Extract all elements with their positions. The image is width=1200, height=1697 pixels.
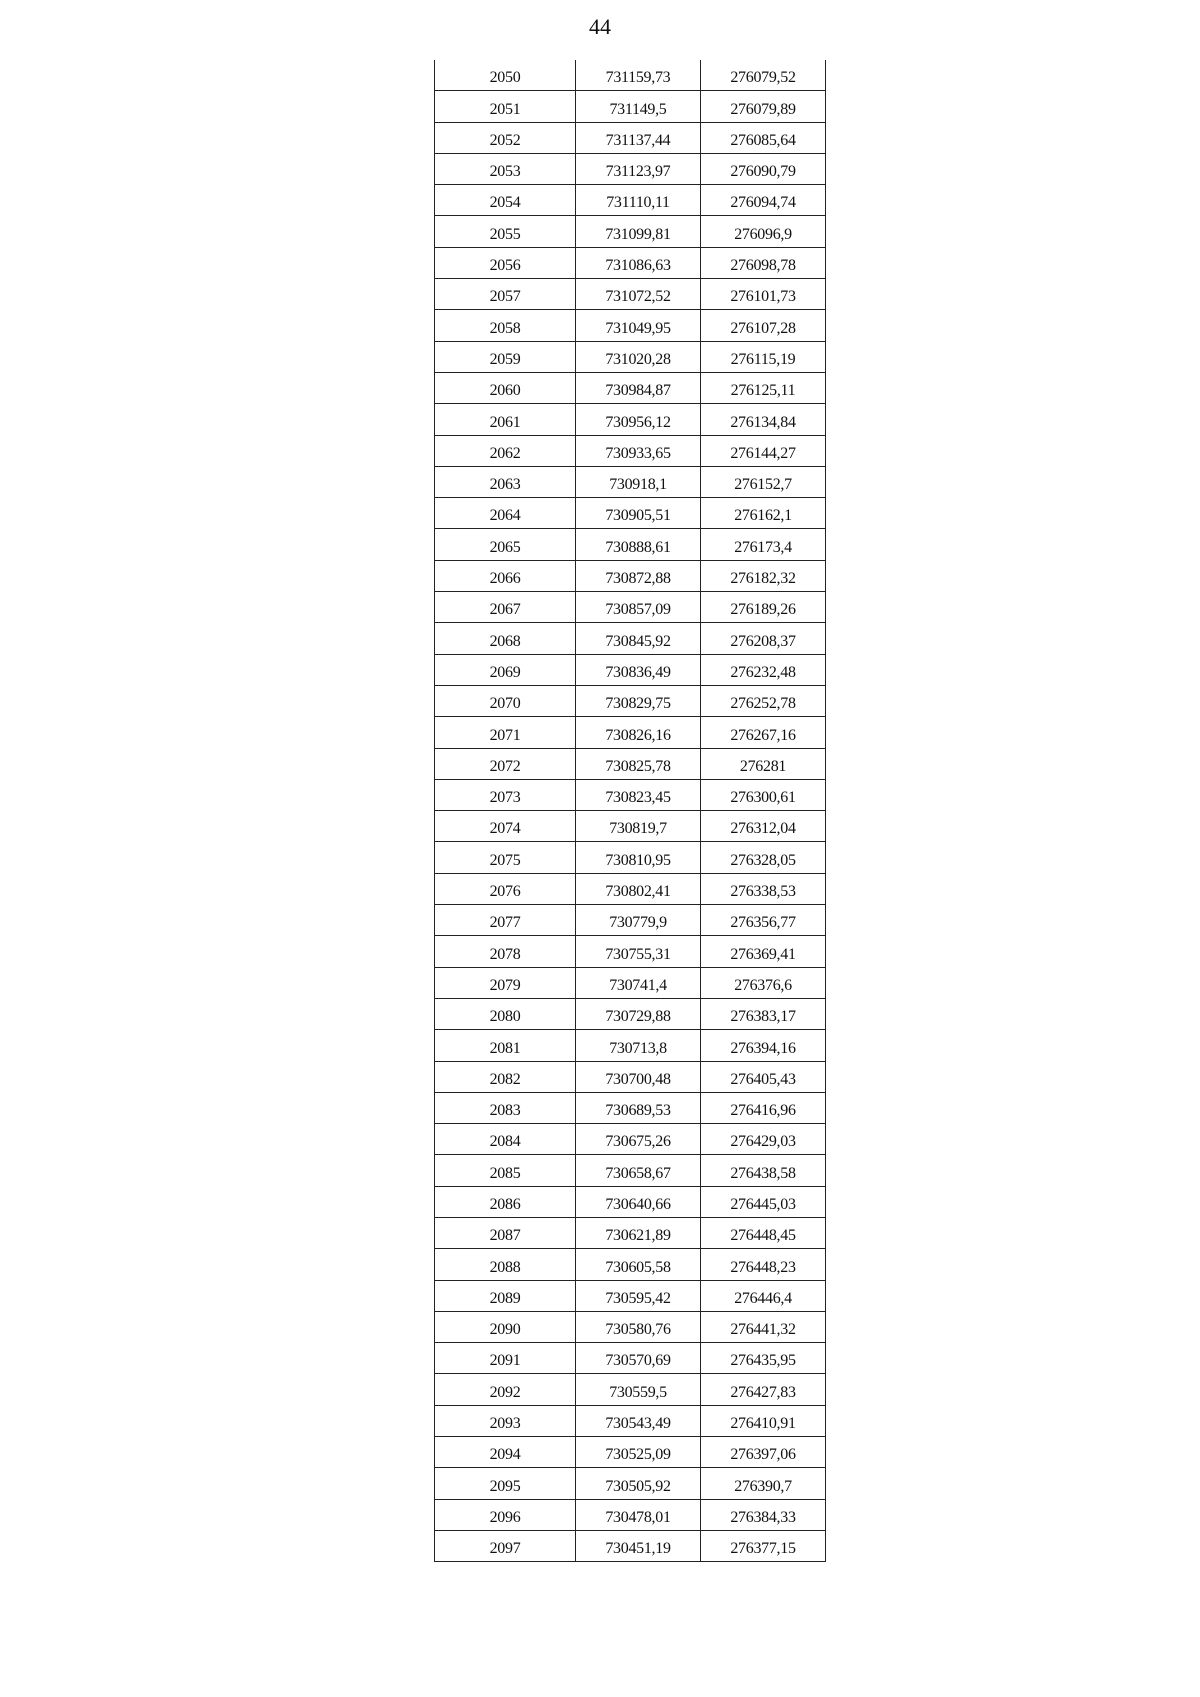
y-coordinate-cell: 276094,74	[701, 185, 826, 216]
point-number-cell: 2060	[435, 372, 576, 403]
point-number-cell: 2065	[435, 529, 576, 560]
table-row	[435, 435, 826, 466]
table-row	[435, 153, 826, 184]
table-row	[435, 748, 826, 779]
y-coordinate-cell: 276383,17	[701, 998, 826, 1029]
y-coordinate-cell: 276101,73	[701, 279, 826, 310]
point-number-cell: 2061	[435, 404, 576, 435]
y-coordinate-cell: 276208,37	[701, 623, 826, 654]
x-coordinate-cell: 730729,88	[576, 998, 701, 1029]
y-coordinate-cell: 276376,6	[701, 967, 826, 998]
table-row	[435, 279, 826, 310]
x-coordinate-cell: 730559,5	[576, 1374, 701, 1405]
y-coordinate-cell: 276369,41	[701, 936, 826, 967]
point-number-cell: 2079	[435, 967, 576, 998]
y-coordinate-cell: 276445,03	[701, 1186, 826, 1217]
x-coordinate-cell: 730825,78	[576, 748, 701, 779]
table-row	[435, 1530, 826, 1561]
x-coordinate-cell: 730857,09	[576, 592, 701, 623]
table-row	[435, 967, 826, 998]
table-row	[435, 779, 826, 810]
table-row	[435, 1030, 826, 1061]
y-coordinate-cell: 276152,7	[701, 466, 826, 497]
point-number-cell: 2052	[435, 122, 576, 153]
y-coordinate-cell: 276300,61	[701, 779, 826, 810]
x-coordinate-cell: 731049,95	[576, 310, 701, 341]
point-number-cell: 2064	[435, 498, 576, 529]
x-coordinate-cell: 730621,89	[576, 1217, 701, 1248]
x-coordinate-cell: 731159,73	[576, 60, 701, 91]
x-coordinate-cell: 730713,8	[576, 1030, 701, 1061]
table-row	[435, 404, 826, 435]
y-coordinate-cell: 276328,05	[701, 842, 826, 873]
point-number-cell: 2083	[435, 1092, 576, 1123]
y-coordinate-cell: 276441,32	[701, 1311, 826, 1342]
x-coordinate-cell: 730933,65	[576, 435, 701, 466]
table-row	[435, 717, 826, 748]
y-coordinate-cell: 276134,84	[701, 404, 826, 435]
y-coordinate-cell: 276448,45	[701, 1217, 826, 1248]
point-number-cell: 2094	[435, 1437, 576, 1468]
x-coordinate-cell: 731086,63	[576, 247, 701, 278]
y-coordinate-cell: 276397,06	[701, 1437, 826, 1468]
point-number-cell: 2076	[435, 873, 576, 904]
x-coordinate-cell: 730700,48	[576, 1061, 701, 1092]
table-row	[435, 529, 826, 560]
x-coordinate-cell: 731123,97	[576, 153, 701, 184]
y-coordinate-cell: 276438,58	[701, 1155, 826, 1186]
y-coordinate-cell: 276416,96	[701, 1092, 826, 1123]
x-coordinate-cell: 730605,58	[576, 1249, 701, 1280]
point-number-cell: 2089	[435, 1280, 576, 1311]
table-row	[435, 1468, 826, 1499]
table-row	[435, 905, 826, 936]
table-row	[435, 341, 826, 372]
point-number-cell: 2072	[435, 748, 576, 779]
y-coordinate-cell: 276356,77	[701, 905, 826, 936]
table-row	[435, 1061, 826, 1092]
y-coordinate-cell: 276079,52	[701, 60, 826, 91]
point-number-cell: 2092	[435, 1374, 576, 1405]
x-coordinate-cell: 730829,75	[576, 685, 701, 716]
point-number-cell: 2063	[435, 466, 576, 497]
point-number-cell: 2071	[435, 717, 576, 748]
point-number-cell: 2080	[435, 998, 576, 1029]
x-coordinate-cell: 731137,44	[576, 122, 701, 153]
point-number-cell: 2087	[435, 1217, 576, 1248]
y-coordinate-cell: 276394,16	[701, 1030, 826, 1061]
y-coordinate-cell: 276144,27	[701, 435, 826, 466]
table-row	[435, 1343, 826, 1374]
point-number-cell: 2084	[435, 1124, 576, 1155]
y-coordinate-cell: 276446,4	[701, 1280, 826, 1311]
point-number-cell: 2053	[435, 153, 576, 184]
point-number-cell: 2090	[435, 1311, 576, 1342]
table-row	[435, 122, 826, 153]
point-number-cell: 2081	[435, 1030, 576, 1061]
x-coordinate-cell: 731149,5	[576, 91, 701, 122]
table-row	[435, 1280, 826, 1311]
y-coordinate-cell: 276182,32	[701, 560, 826, 591]
table-row	[435, 1374, 826, 1405]
x-coordinate-cell: 730580,76	[576, 1311, 701, 1342]
y-coordinate-cell: 276429,03	[701, 1124, 826, 1155]
table-row	[435, 466, 826, 497]
x-coordinate-cell: 730755,31	[576, 936, 701, 967]
table-row	[435, 1155, 826, 1186]
x-coordinate-cell: 730525,09	[576, 1437, 701, 1468]
point-number-cell: 2075	[435, 842, 576, 873]
point-number-cell: 2086	[435, 1186, 576, 1217]
x-coordinate-cell: 730810,95	[576, 842, 701, 873]
table-row	[435, 498, 826, 529]
y-coordinate-cell: 276098,78	[701, 247, 826, 278]
point-number-cell: 2078	[435, 936, 576, 967]
y-coordinate-cell: 276252,78	[701, 685, 826, 716]
point-number-cell: 2093	[435, 1405, 576, 1436]
point-number-cell: 2059	[435, 341, 576, 372]
x-coordinate-cell: 730872,88	[576, 560, 701, 591]
y-coordinate-cell: 276173,4	[701, 529, 826, 560]
y-coordinate-cell: 276427,83	[701, 1374, 826, 1405]
point-number-cell: 2068	[435, 623, 576, 654]
table-row	[435, 623, 826, 654]
point-number-cell: 2066	[435, 560, 576, 591]
x-coordinate-cell: 730956,12	[576, 404, 701, 435]
y-coordinate-cell: 276096,9	[701, 216, 826, 247]
y-coordinate-cell: 276390,7	[701, 1468, 826, 1499]
point-number-cell: 2070	[435, 685, 576, 716]
point-number-cell: 2056	[435, 247, 576, 278]
table-row	[435, 1092, 826, 1123]
x-coordinate-cell: 731099,81	[576, 216, 701, 247]
y-coordinate-cell: 276085,64	[701, 122, 826, 153]
table-row	[435, 1437, 826, 1468]
table-row	[435, 873, 826, 904]
x-coordinate-cell: 730802,41	[576, 873, 701, 904]
y-coordinate-cell: 276090,79	[701, 153, 826, 184]
point-number-cell: 2082	[435, 1061, 576, 1092]
y-coordinate-cell: 276448,23	[701, 1249, 826, 1280]
point-number-cell: 2051	[435, 91, 576, 122]
y-coordinate-cell: 276115,19	[701, 341, 826, 372]
table-row	[435, 936, 826, 967]
x-coordinate-cell: 730918,1	[576, 466, 701, 497]
x-coordinate-cell: 730640,66	[576, 1186, 701, 1217]
table-row	[435, 1217, 826, 1248]
x-coordinate-cell: 730905,51	[576, 498, 701, 529]
point-number-cell: 2091	[435, 1343, 576, 1374]
point-number-cell: 2085	[435, 1155, 576, 1186]
page-number: 44	[589, 14, 611, 39]
x-coordinate-cell: 730595,42	[576, 1280, 701, 1311]
y-coordinate-cell: 276079,89	[701, 91, 826, 122]
y-coordinate-cell: 276435,95	[701, 1343, 826, 1374]
table-row	[435, 372, 826, 403]
point-number-cell: 2050	[435, 60, 576, 91]
x-coordinate-cell: 730888,61	[576, 529, 701, 560]
coordinates-table	[434, 60, 826, 1562]
y-coordinate-cell: 276410,91	[701, 1405, 826, 1436]
x-coordinate-cell: 730819,7	[576, 811, 701, 842]
x-coordinate-cell: 730823,45	[576, 779, 701, 810]
y-coordinate-cell: 276107,28	[701, 310, 826, 341]
table-row	[435, 654, 826, 685]
point-number-cell: 2074	[435, 811, 576, 842]
point-number-cell: 2088	[435, 1249, 576, 1280]
y-coordinate-cell: 276384,33	[701, 1499, 826, 1530]
table-row	[435, 842, 826, 873]
x-coordinate-cell: 730675,26	[576, 1124, 701, 1155]
table-row	[435, 91, 826, 122]
y-coordinate-cell: 276189,26	[701, 592, 826, 623]
point-number-cell: 2058	[435, 310, 576, 341]
point-number-cell: 2057	[435, 279, 576, 310]
table-row	[435, 1186, 826, 1217]
table-row	[435, 216, 826, 247]
table-row	[435, 1311, 826, 1342]
point-number-cell: 2069	[435, 654, 576, 685]
y-coordinate-cell: 276125,11	[701, 372, 826, 403]
y-coordinate-cell: 276232,48	[701, 654, 826, 685]
x-coordinate-cell: 730658,67	[576, 1155, 701, 1186]
y-coordinate-cell: 276312,04	[701, 811, 826, 842]
x-coordinate-cell: 730543,49	[576, 1405, 701, 1436]
table-row	[435, 310, 826, 341]
x-coordinate-cell: 731020,28	[576, 341, 701, 372]
table-row	[435, 685, 826, 716]
x-coordinate-cell: 730845,92	[576, 623, 701, 654]
table-row	[435, 592, 826, 623]
x-coordinate-cell: 730984,87	[576, 372, 701, 403]
table-row	[435, 185, 826, 216]
table-row	[435, 1405, 826, 1436]
y-coordinate-cell: 276267,16	[701, 717, 826, 748]
table-body	[435, 60, 826, 1562]
point-number-cell: 2095	[435, 1468, 576, 1499]
x-coordinate-cell: 730570,69	[576, 1343, 701, 1374]
table-row	[435, 60, 826, 91]
table-row	[435, 811, 826, 842]
point-number-cell: 2067	[435, 592, 576, 623]
table-row	[435, 247, 826, 278]
y-coordinate-cell: 276377,15	[701, 1530, 826, 1561]
y-coordinate-cell: 276162,1	[701, 498, 826, 529]
x-coordinate-cell: 731072,52	[576, 279, 701, 310]
table-row	[435, 560, 826, 591]
x-coordinate-cell: 730451,19	[576, 1530, 701, 1561]
x-coordinate-cell: 730836,49	[576, 654, 701, 685]
point-number-cell: 2077	[435, 905, 576, 936]
x-coordinate-cell: 730741,4	[576, 967, 701, 998]
x-coordinate-cell: 730689,53	[576, 1092, 701, 1123]
y-coordinate-cell: 276405,43	[701, 1061, 826, 1092]
x-coordinate-cell: 730826,16	[576, 717, 701, 748]
point-number-cell: 2073	[435, 779, 576, 810]
x-coordinate-cell: 731110,11	[576, 185, 701, 216]
table-row	[435, 1124, 826, 1155]
y-coordinate-cell: 276281	[701, 748, 826, 779]
x-coordinate-cell: 730779,9	[576, 905, 701, 936]
point-number-cell: 2054	[435, 185, 576, 216]
point-number-cell: 2062	[435, 435, 576, 466]
table-row	[435, 998, 826, 1029]
x-coordinate-cell: 730505,92	[576, 1468, 701, 1499]
point-number-cell: 2096	[435, 1499, 576, 1530]
point-number-cell: 2097	[435, 1530, 576, 1561]
y-coordinate-cell: 276338,53	[701, 873, 826, 904]
table-row	[435, 1249, 826, 1280]
table-row	[435, 1499, 826, 1530]
x-coordinate-cell: 730478,01	[576, 1499, 701, 1530]
point-number-cell: 2055	[435, 216, 576, 247]
